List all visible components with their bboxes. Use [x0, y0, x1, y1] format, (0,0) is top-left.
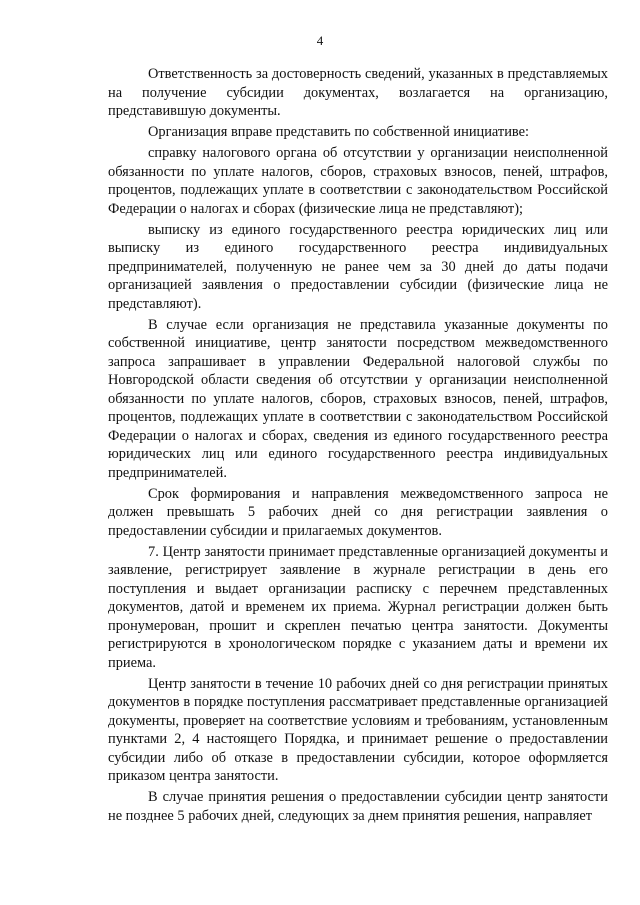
paragraph-request-deadline: Срок формирования и направления межведомственного запроса не должен превышать 5 рабочих дней со дня регистрации заявления о предоставлении субсидии и прилагаемых документов. — [108, 485, 608, 539]
paragraph-decision-notice: В случае принятия решения о предоставлении субсидии центр занятости не позднее 5 рабочих дней, следующих за днем принятия решения, направляет — [108, 789, 608, 824]
paragraph-optional-documents: Организация вправе представить по собственной инициативе: — [148, 124, 530, 140]
paragraph-responsibility: Ответственность за достоверность сведений, указанных в представляемых на получение субсидии документах, возлагается на организацию, представившую документы. — [108, 66, 608, 119]
page-number: 4 — [316, 33, 324, 48]
paragraph-registry-extract: выписку из единого государственного реестра юридических лиц или выписку из единого государственного реестра индивидуальных предпринимателей, полученную не ранее чем за 30 дней до даты подачи организацией заявления о предоставлении субсидии (физические лица не представляют). — [108, 221, 608, 312]
paragraph-review-decision: Центр занятости в течение 10 рабочих дней со дня регистрации принятых документов в порядке поступления рассматривает представленные организацией документы, проверяет на соответствие условиям и требованиям, установленным пунктами 2, 4 настоящего Порядка, и принимает решение о предоставлении субсидии либо об отказе в предоставлении субсидии, которое оформляется приказом центра занятости. — [108, 675, 608, 784]
paragraph-item-7: 7. Центр занятости принимает представленные организацией документы и заявление, регистрирует заявление в журнале регистрации в день его поступления и выдает организации расписку с перечнем представленных документов, датой и временем их приема. Журнал регистрации должен быть пронумерован, прошит и скреплен печатью центра занятости. Документы регистрируются в хронологическом порядке с указанием даты и времени их приема. — [108, 543, 608, 671]
paragraph-interagency-request: В случае если организация не представила указанные документы по собственной инициативе, центр занятости посредством межведомственного запроса запрашивает в управлении Федеральной налоговой службы по Новгородской области сведения об отсутствии у организации неисполненной обязанности по уплате налогов, сборов, страховых взносов, пеней, штрафов, процентов, подлежащих уплате в соответствии с законодательством Российской Федерации о налогах и сборах, сведения из единого государственного реестра юридических лиц или единого государственного реестра индивидуальных предпринимателей. — [108, 316, 608, 481]
paragraph-tax-certificate: справку налогового органа об отсутствии у организации неисполненной обязанности по уплате налогов, сборов, страховых взносов, пеней, штрафов, процентов, подлежащих уплате в соответствии с законодательством Российской Федерации о налогах и сборах (физические лица не представляют); — [108, 145, 608, 217]
document-body — [108, 65, 608, 828]
